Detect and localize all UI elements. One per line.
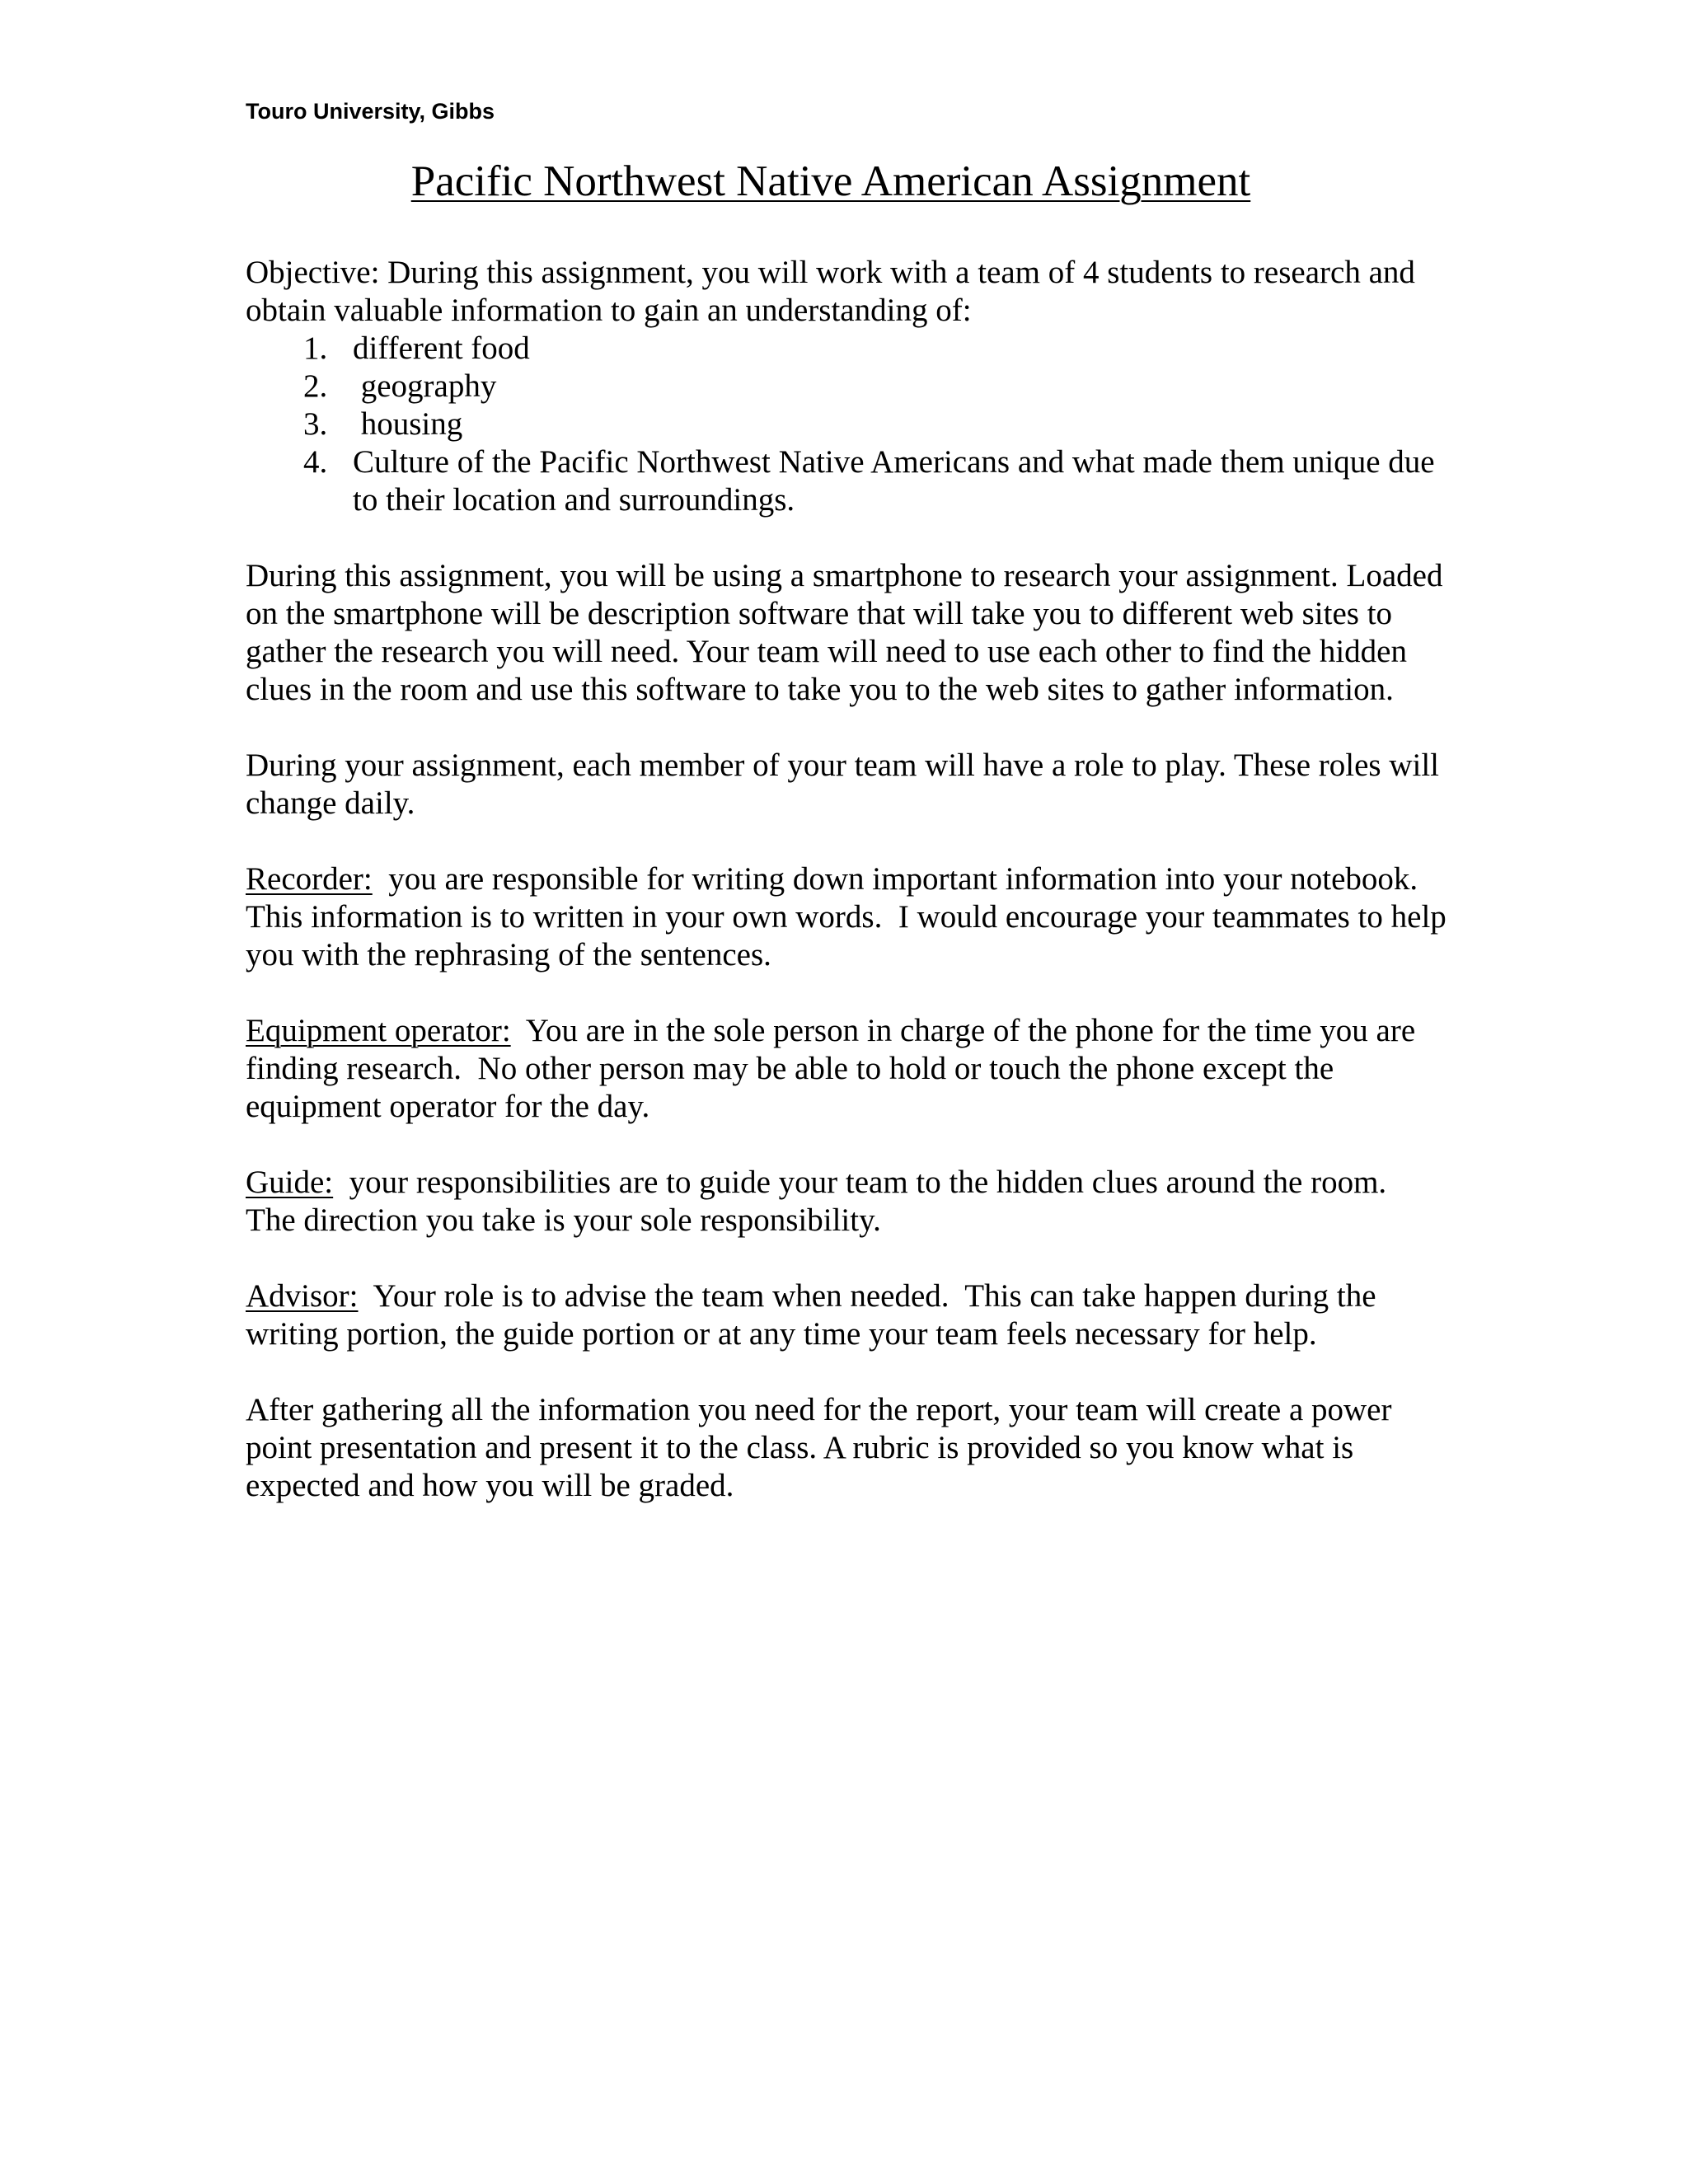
page-title: Pacific Northwest Native American Assignment [410,157,1251,205]
role-name: Advisor: [246,1278,359,1314]
list-item-number: 1. [303,330,328,366]
role-recorder [246,860,1455,974]
institution-header: Touro University, Gibbs [246,99,495,124]
smartphone-paragraph: During this assignment, you will be using a smartphone to research your assignment. Loaded on the smartphone will be description software that will take you to different web sites to gather the research you will need. Your team will need to use each other to find the hidden clues in the room and use this software to take you to the web sites to gather information. [246,558,1443,707]
objective-list [246,330,1449,519]
role-advisor [246,1277,1449,1353]
list-item [246,405,1449,443]
objective-intro: Objective: During this assignment, you will work with a team of 4 students to research and obtain valuable information to gain an understanding of: [246,255,1415,328]
list-item-text: Culture of the Pacific Northwest Native Americans and what made them unique due to their location and surroundings. [353,444,1435,518]
list-item-number: 4. [303,444,328,480]
list-item [246,443,1449,519]
role-description: Your role is to advise the team when needed. This can take happen during the writing portion, the guide portion or at any time your team feels necessary for help. [246,1278,1385,1352]
role-guide [246,1164,1449,1240]
role-description: You are in the sole person in charge of the phone for the time you are finding research. No other person may be able to hold or touch the phone except the equipment operator for the day. [246,1013,1423,1124]
role-name: Guide: [246,1165,334,1200]
roles-intro-paragraph: During your assignment, each member of your team will have a role to play. These roles will change daily. [246,748,1440,821]
role-name: Equipment operator: [246,1013,511,1048]
role-description: your responsibilities are to guide your team to the hidden clues around the room. The direction you take is your sole responsibility. [246,1165,1402,1238]
list-item [246,368,1449,405]
role-description: you are responsible for writing down important information into your notebook. This information is to written in your own words. I would encourage your teammates to help you with the rephrasing of the sentences. [246,861,1455,972]
list-item-text: housing [353,406,463,442]
document-body [246,254,1455,1543]
role-equipment-operator [246,1012,1449,1126]
list-item-number: 2. [303,368,328,404]
list-item-text: geography [353,368,497,404]
list-item-number: 3. [303,406,328,442]
list-item [246,330,1449,368]
list-item-text: different food [353,330,530,366]
role-name: Recorder: [246,861,373,897]
closing-paragraph: After gathering all the information you need for the report, your team will create a power point presentation and present it to the class. A rubric is provided so you know what is expected and how you will be graded. [246,1392,1392,1503]
